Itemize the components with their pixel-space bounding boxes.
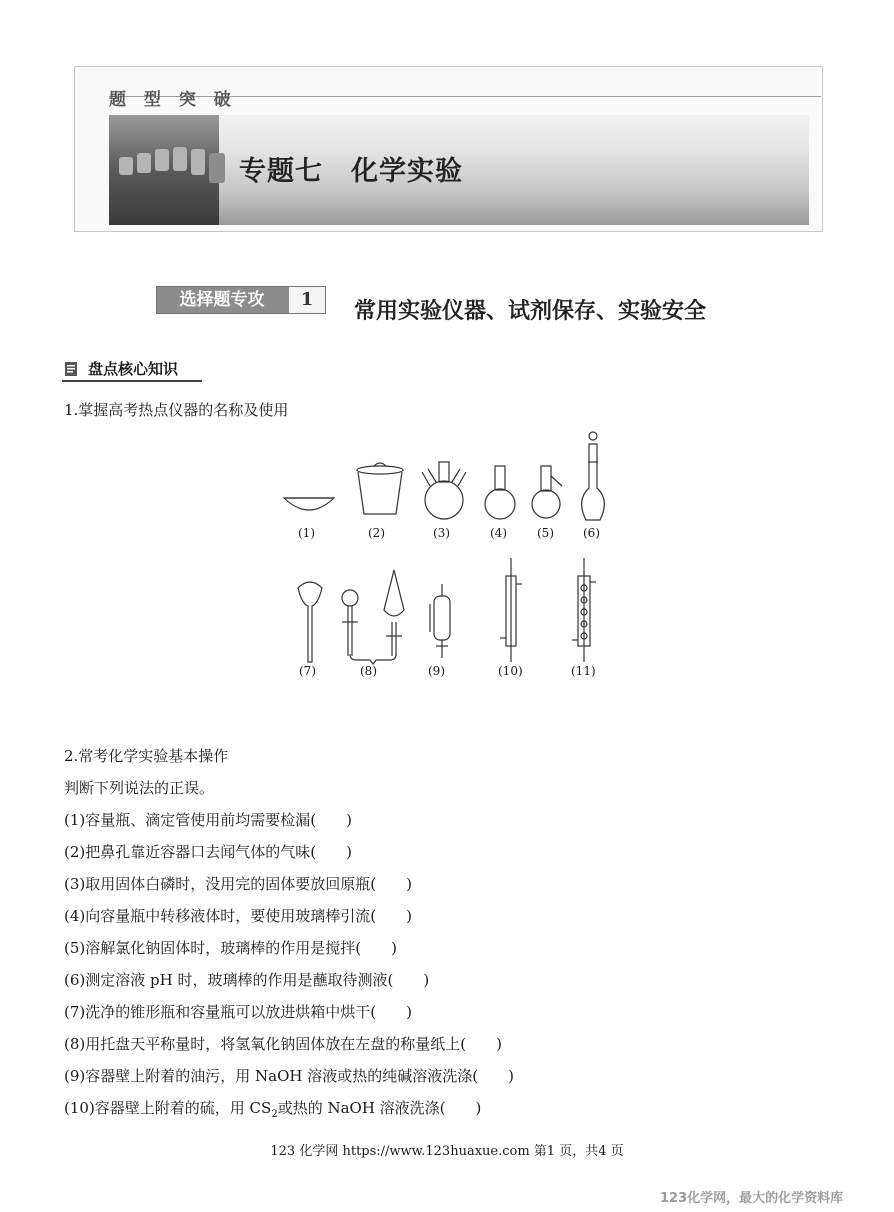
part1-heading: 1.掌握高考热点仪器的名称及使用	[64, 401, 289, 419]
watermark: 123化学网，最大的化学资料库	[660, 1191, 844, 1206]
distillation-flask-icon	[532, 466, 562, 518]
caption-10: (10)	[498, 664, 523, 678]
page-footer: 123 化学网 https://www.123huaxue.com 第1 页，共4 页	[270, 1144, 624, 1159]
volumetric-flask-icon	[582, 432, 605, 520]
caption-7: (7)	[299, 664, 316, 678]
list-item: (6)测定溶液 pH 时，玻璃棒的作用是蘸取待测液( )	[64, 971, 430, 989]
list-item: (9)容器壁上附着的油污，用 NaOH 溶液或热的纯碱溶液洗涤( )	[64, 1067, 514, 1085]
evaporating-dish-icon	[284, 498, 334, 510]
part2-instruction: 判断下列说法的正误。	[64, 779, 215, 797]
apparatus-figure	[270, 426, 630, 682]
list-item: (7)洗净的锥形瓶和容量瓶可以放进烘箱中烘干( )	[64, 1003, 412, 1021]
subsection-title: 盘点核心知识	[88, 360, 179, 378]
caption-5: (5)	[537, 526, 554, 540]
subsection-underline	[62, 380, 202, 382]
caption-9: (9)	[428, 664, 445, 678]
caption-1: (1)	[298, 526, 315, 540]
section-title: 常用实验仪器、试剂保存、实验安全	[354, 299, 707, 324]
straight-condenser-icon	[500, 558, 522, 662]
item10-text-end: 或热的 NaOH 溶液洗涤( )	[277, 1099, 482, 1117]
separatory-funnel-icon	[342, 570, 404, 664]
caption-8: (8)	[360, 664, 377, 678]
three-neck-flask-icon	[422, 462, 466, 519]
section-badge-label: 选择题专攻	[179, 290, 265, 310]
crucible-icon	[357, 463, 403, 514]
round-bottom-flask-icon	[485, 466, 515, 519]
bulb-condenser-icon	[572, 558, 596, 662]
caption-3: (3)	[433, 526, 450, 540]
caption-11: (11)	[571, 664, 596, 678]
caption-6: (6)	[583, 526, 600, 540]
banner-tag: 题 型 突 破	[109, 90, 237, 110]
part2-heading: 2.常考化学实验基本操作	[64, 747, 229, 765]
list-item: (4)向容量瓶中转移液体时，要使用玻璃棒引流( )	[64, 907, 412, 925]
item10-subscript: 2	[271, 1109, 278, 1120]
list-item: (5)溶解氯化钠固体时，玻璃棒的作用是搅拌( )	[64, 939, 397, 957]
list-item	[64, 1098, 481, 1125]
document-icon	[64, 361, 78, 377]
item10-text: (10)容器壁上附着的硫，用 CS	[64, 1099, 272, 1117]
list-item: (8)用托盘天平称量时，将氢氧化钠固体放在左盘的称量纸上( )	[64, 1035, 502, 1053]
dropping-funnel-icon	[430, 584, 450, 658]
banner-title: 专题七 化学实验	[239, 156, 463, 187]
list-item: (2)把鼻孔靠近容器口去闻气体的气味( )	[64, 843, 352, 861]
funnel-icon	[298, 582, 322, 662]
caption-4: (4)	[490, 526, 507, 540]
topic-banner	[74, 66, 823, 232]
section-badge	[156, 286, 326, 314]
caption-2: (2)	[368, 526, 385, 540]
section-badge-number: 1	[289, 287, 325, 313]
list-item: (3)取用固体白磷时，没用完的固体要放回原瓶( )	[64, 875, 412, 893]
list-item: (1)容量瓶、滴定管使用前均需要检漏( )	[64, 811, 352, 829]
